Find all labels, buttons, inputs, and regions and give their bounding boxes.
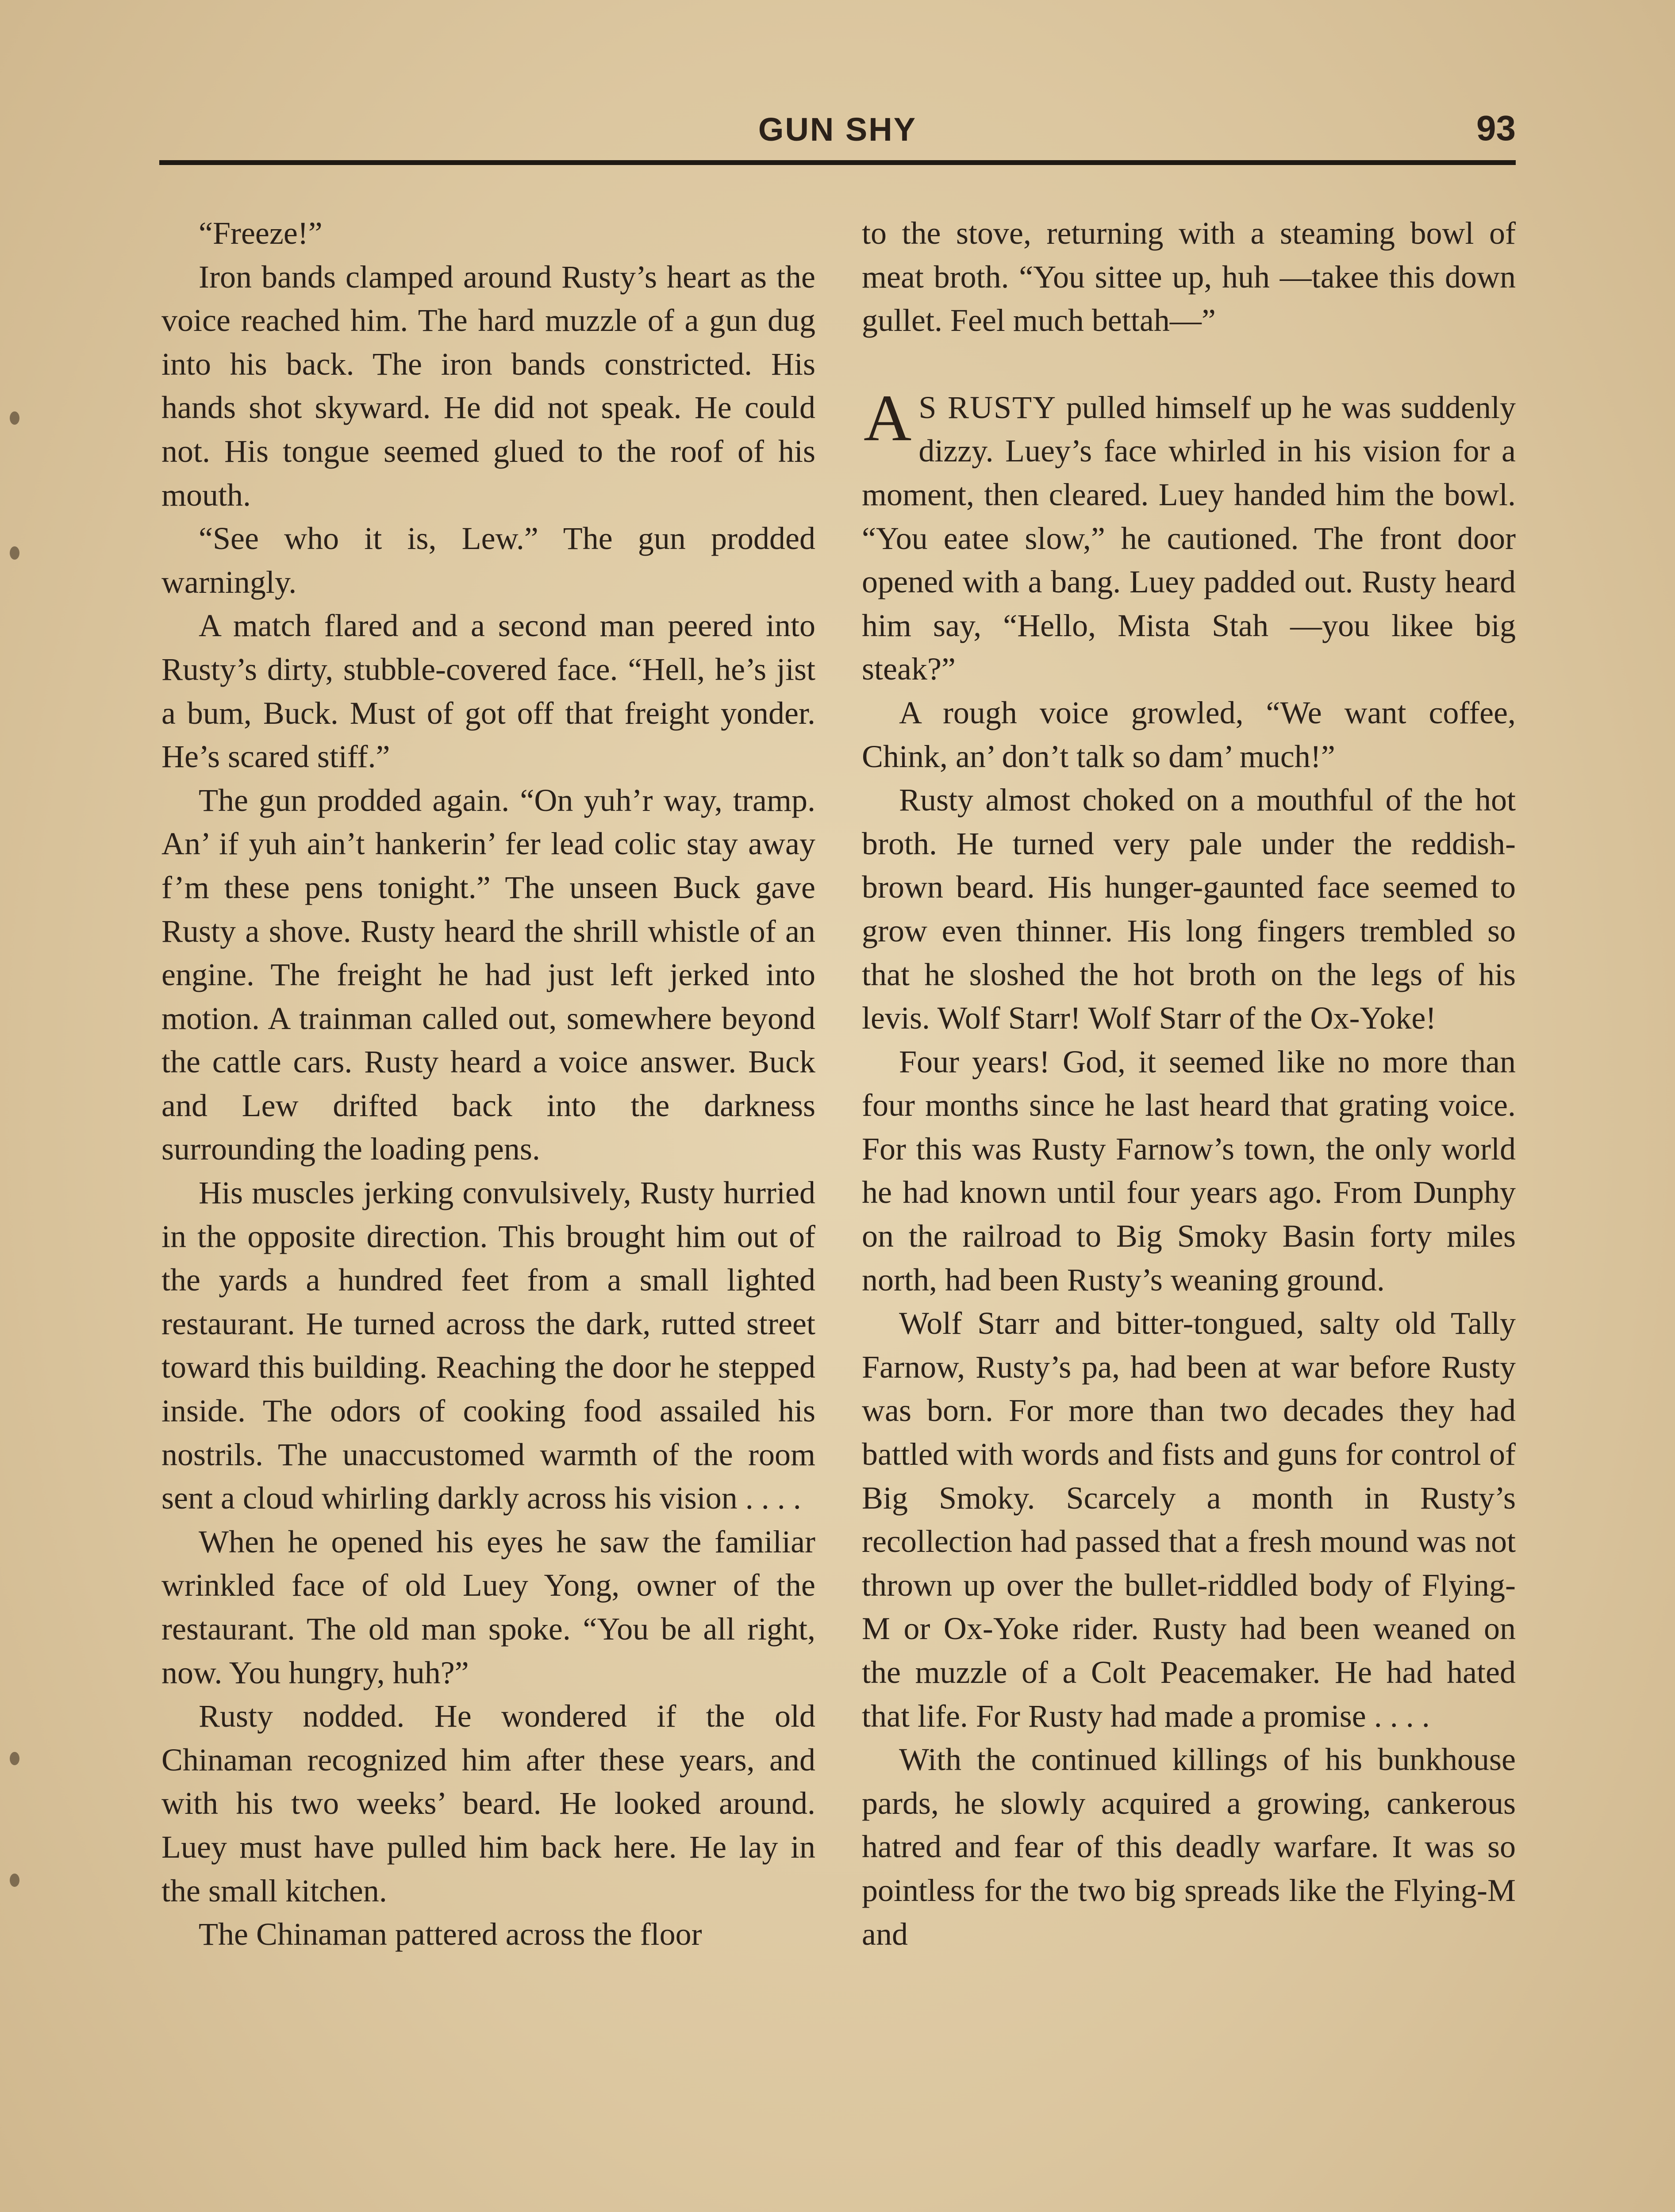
binding-hole bbox=[10, 1874, 19, 1887]
paragraph: A match flared and a second man peered into Rusty’s dirty, stubble-covered face. “Hell, he’s jist a bum, Buck. Must of got off that freight yonder. He’s scared stiff.” bbox=[161, 608, 815, 775]
paragraph: With the continued killings of his bunkhouse pards, he slowly acquired a growing, cankerous hatred and fear of this deadly warfare. It was so pointless for the two big spreads like the Flying-M and bbox=[862, 1742, 1516, 1952]
running-head: GUN SHY bbox=[758, 111, 917, 148]
lead-in-smallcaps: S RUSTY bbox=[918, 389, 1057, 425]
binding-hole bbox=[10, 411, 19, 425]
paragraph: Rusty nodded. He wondered if the old Chinaman recognized him after these years, and with his two weeks’ beard. He looked around. Luey must have pulled him back here. He lay in the small kitchen. bbox=[161, 1698, 815, 1909]
section-opening-paragraph bbox=[862, 381, 1516, 691]
page-number: 93 bbox=[1476, 108, 1516, 148]
page-header bbox=[159, 108, 1516, 159]
binding-hole bbox=[10, 546, 19, 560]
paragraph: The gun prodded again. “On yuh’r way, tramp. An’ if yuh ain’t hankerin’ fer lead colic stay away f’m these pens tonight.” The unseen Buck gave Rusty a shove. Rusty heard the shrill whistle of an engine. The freight he had just left jerked into motion. A trainman called out, somewhere beyond the cattle cars. Rusty heard a voice answer. Buck and Lew drifted back into the darkness surrounding the loading pens. bbox=[161, 782, 815, 1167]
paragraph: A rough voice growled, “We want coffee, Chink, an’ don’t talk so dam’ much!” bbox=[862, 695, 1516, 774]
text-columns bbox=[161, 211, 1516, 1956]
paragraph: When he opened his eyes he saw the familiar wrinkled face of old Luey Yong, owner of the restaurant. The old man spoke. “You be all right, now. You hungry, huh?” bbox=[161, 1524, 815, 1690]
paragraph: His muscles jerking convulsively, Rusty hurried in the opposite direction. This brought him out of the yards a hundred feet from a small lighted restaurant. He turned across the dark, rutted street toward this building. Reaching the door he stepped inside. The odors of cooking food assailed his nostrils. The unaccustomed warmth of the room sent a cloud whirling darkly across his vision . . . . bbox=[161, 1175, 815, 1516]
left-column bbox=[161, 211, 815, 1956]
paragraph: “See who it is, Lew.” The gun prodded warningly. bbox=[161, 521, 815, 600]
drop-cap: A bbox=[864, 381, 912, 455]
paragraph: to the stove, returning with a steaming bowl of meat broth. “You sittee up, huh —takee this down gullet. Feel much bettah—” bbox=[862, 215, 1516, 338]
paragraph: Four years! God, it seemed like no more than four months since he last heard that grating voice. For this was Rusty Farnow’s town, the only world he had known until four years ago. From Dunphy on the railroad to Big Smoky Basin forty miles north, had been Rusty’s weaning ground. bbox=[862, 1044, 1516, 1298]
paragraph: “Freeze!” bbox=[199, 215, 323, 251]
header-rule bbox=[159, 160, 1516, 165]
paragraph: Wolf Starr and bitter-tongued, salty old Tally Farnow, Rusty’s pa, had been at war before Rusty was born. For more than two decades they had battled with words and fists and guns for control of Big Smoky. Scarcely a month in Rusty’s recollection had passed that a fresh mound was not thrown up over the bullet-riddled body of Flying-M or Ox-Yoke rider. Rusty had been weaned on the muzzle of a Colt Peacemaker. He had hated that life. For Rusty had made a promise . . . . bbox=[862, 1306, 1516, 1734]
right-column bbox=[862, 211, 1516, 1956]
paragraph: The Chinaman pattered across the floor bbox=[199, 1916, 702, 1952]
paragraph: Iron bands clamped around Rusty’s heart as the voice reached him. The hard muzzle of a gun dug into his back. The iron bands constricted. His hands shot skyward. He did not speak. He could not. His tongue seemed glued to the roof of his mouth. bbox=[161, 259, 815, 513]
paragraph: Rusty almost choked on a mouthful of the hot broth. He turned very pale under the reddish-brown beard. His hunger-gaunted face seemed to grow even thinner. His long fingers trembled so that he sloshed the hot broth on the legs of his levis. Wolf Starr! Wolf Starr of the Ox-Yoke! bbox=[862, 782, 1516, 1036]
paragraph-text: pulled himself up he was suddenly dizzy. Luey’s face whirled in his vision for a moment, then cleared. Luey handed him the bowl. “You eatee slow,” he cautioned. The front door opened with a bang. Luey padded out. Rusty heard him say, “Hello, Mista Stah —you likee big steak?” bbox=[862, 389, 1516, 687]
binding-hole bbox=[10, 1752, 19, 1765]
